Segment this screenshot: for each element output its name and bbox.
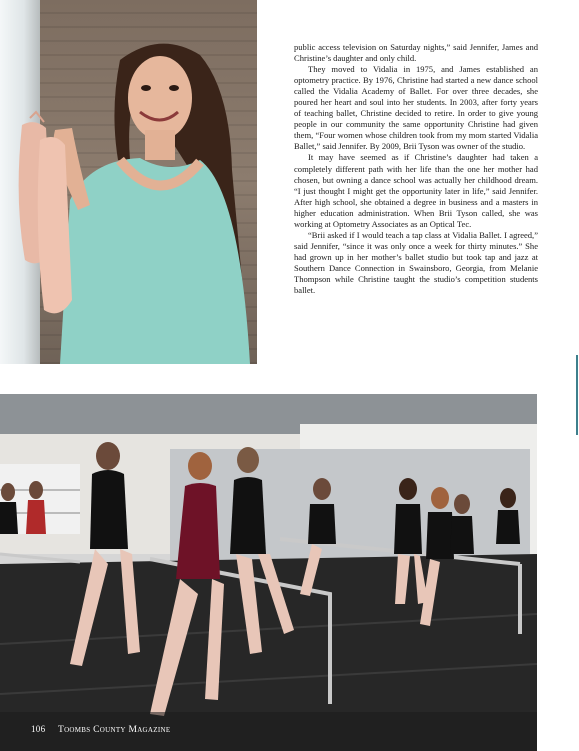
page-footer xyxy=(31,724,170,738)
woman-holding-pointe-shoes xyxy=(0,0,257,364)
article-paragraph: They moved to Vidalia in 1975, and James established an optometry practice. By 1976, Christine had started a new dance school called the Vidalia Academy of Ballet. For over three decades, she poured her heart and soul into her students. In 2003, after forty years of teaching ballet, Christine decided to retire. In order to give young people in our community the same opportunity Christine had given them, “Four women whose children took from my mom started Vidalia Ballet,” said Jennifer. By 2009, Brii Tyson was owner of the studio. xyxy=(294,64,538,152)
article-paragraph: public access television on Saturday nights,” said Jennifer, James and Christine’s daughter and only child. xyxy=(294,42,538,64)
page-number: 106 xyxy=(31,724,46,734)
article-paragraph: “Brii asked if I would teach a tap class at Vidalia Ballet. I agreed,” said Jennifer, “since it was only once a week for thirty minutes.” She had grown up in her mother’s ballet studio but took tap and jazz at Southern Dance Connection in Swainsboro, Georgia, from Melanie Thompson while Christine taught the studio’s competition students ballet. xyxy=(294,229,538,296)
magazine-name: Toombs County Magazine xyxy=(57,725,171,735)
dance-studio-photo xyxy=(0,394,537,751)
ballet-class-scene xyxy=(0,394,537,751)
accent-rule xyxy=(576,355,578,435)
portrait-photo xyxy=(0,0,257,364)
article-body xyxy=(294,42,538,296)
article-paragraph: It may have seemed as if Christine’s daughter had taken a completely different path with her life than the one her mother had chosen, but owning a dance school was actually her childhood dream. “I just thought I might get the opportunity later in life,” said Jennifer. After high school, she obtained a degree in business and a masters in higher education administration. When Brii Tyson called, she was working at Optometry Associates as an Optical Tec. xyxy=(294,152,538,229)
